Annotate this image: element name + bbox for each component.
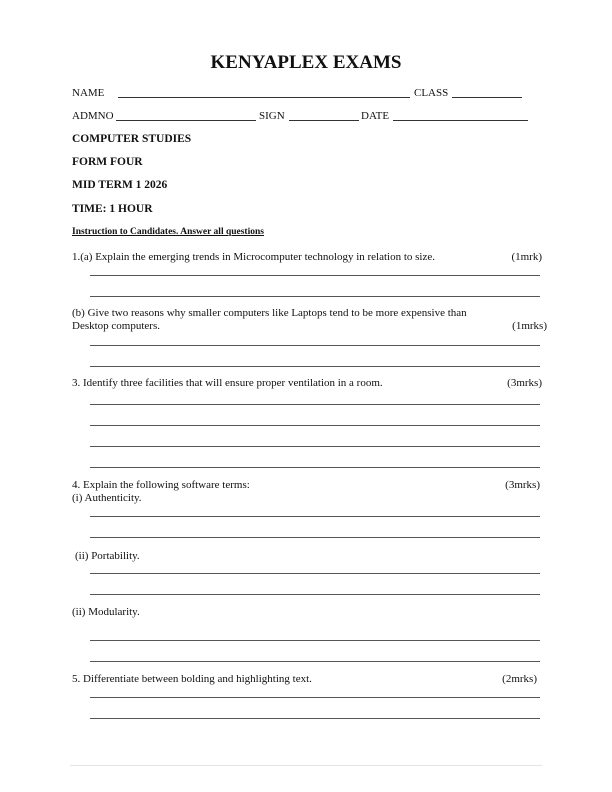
question-3-marks: (3mrks) [507,377,542,389]
answer-line [90,296,540,297]
question-4-i: (i) Authenticity. [72,492,142,504]
question-1b: (b) Give two reasons why smaller computers like Laptops tend to be more expensive than [72,307,467,319]
footer-rule [70,765,542,766]
question-1a: 1.(a) Explain the emerging trends in Microcomputer technology in relation to size. [72,251,435,263]
question-4-iii: (ii) Modularity. [72,606,140,618]
answer-line [90,640,540,641]
question-1a-marks: (1mrk) [511,251,542,263]
date-field-line [393,120,528,121]
admno-field-line [116,120,256,121]
sign-field-line [289,120,359,121]
form: FORM FOUR [72,156,143,168]
date-label: DATE [361,110,390,122]
admno-label: ADMNO [72,110,114,122]
exam-title: KENYAPLEX EXAMS [210,52,402,73]
answer-line [90,516,540,517]
answer-line [90,594,540,595]
answer-line [90,661,540,662]
answer-line [90,697,540,698]
name-field-line [118,97,410,98]
answer-line [90,345,540,346]
question-5-marks: (2mrks) [502,673,537,685]
answer-line [90,446,540,447]
answer-line [90,718,540,719]
term: MID TERM 1 2026 [72,179,168,191]
answer-line [90,537,540,538]
class-field-line [452,97,522,98]
answer-line [90,404,540,405]
question-4: 4. Explain the following software terms: [72,479,250,491]
sign-label: SIGN [259,110,285,122]
answer-line [90,366,540,367]
subject: COMPUTER STUDIES [72,133,192,145]
answer-line [90,275,540,276]
class-label: CLASS [414,87,449,99]
question-1b-cont: Desktop computers. [72,320,160,332]
question-1b-marks: (1mrks) [512,320,547,332]
instructions: Instruction to Candidates. Answer all questions [72,227,264,237]
question-4-ii: (ii) Portability. [75,550,140,562]
answer-line [90,573,540,574]
question-4-marks: (3mrks) [505,479,540,491]
question-5: 5. Differentiate between bolding and highlighting text. [72,673,312,685]
question-3: 3. Identify three facilities that will ensure proper ventilation in a room. [72,377,383,389]
time: TIME: 1 HOUR [72,203,153,215]
answer-line [90,425,540,426]
name-label: NAME [72,87,105,99]
answer-line [90,467,540,468]
